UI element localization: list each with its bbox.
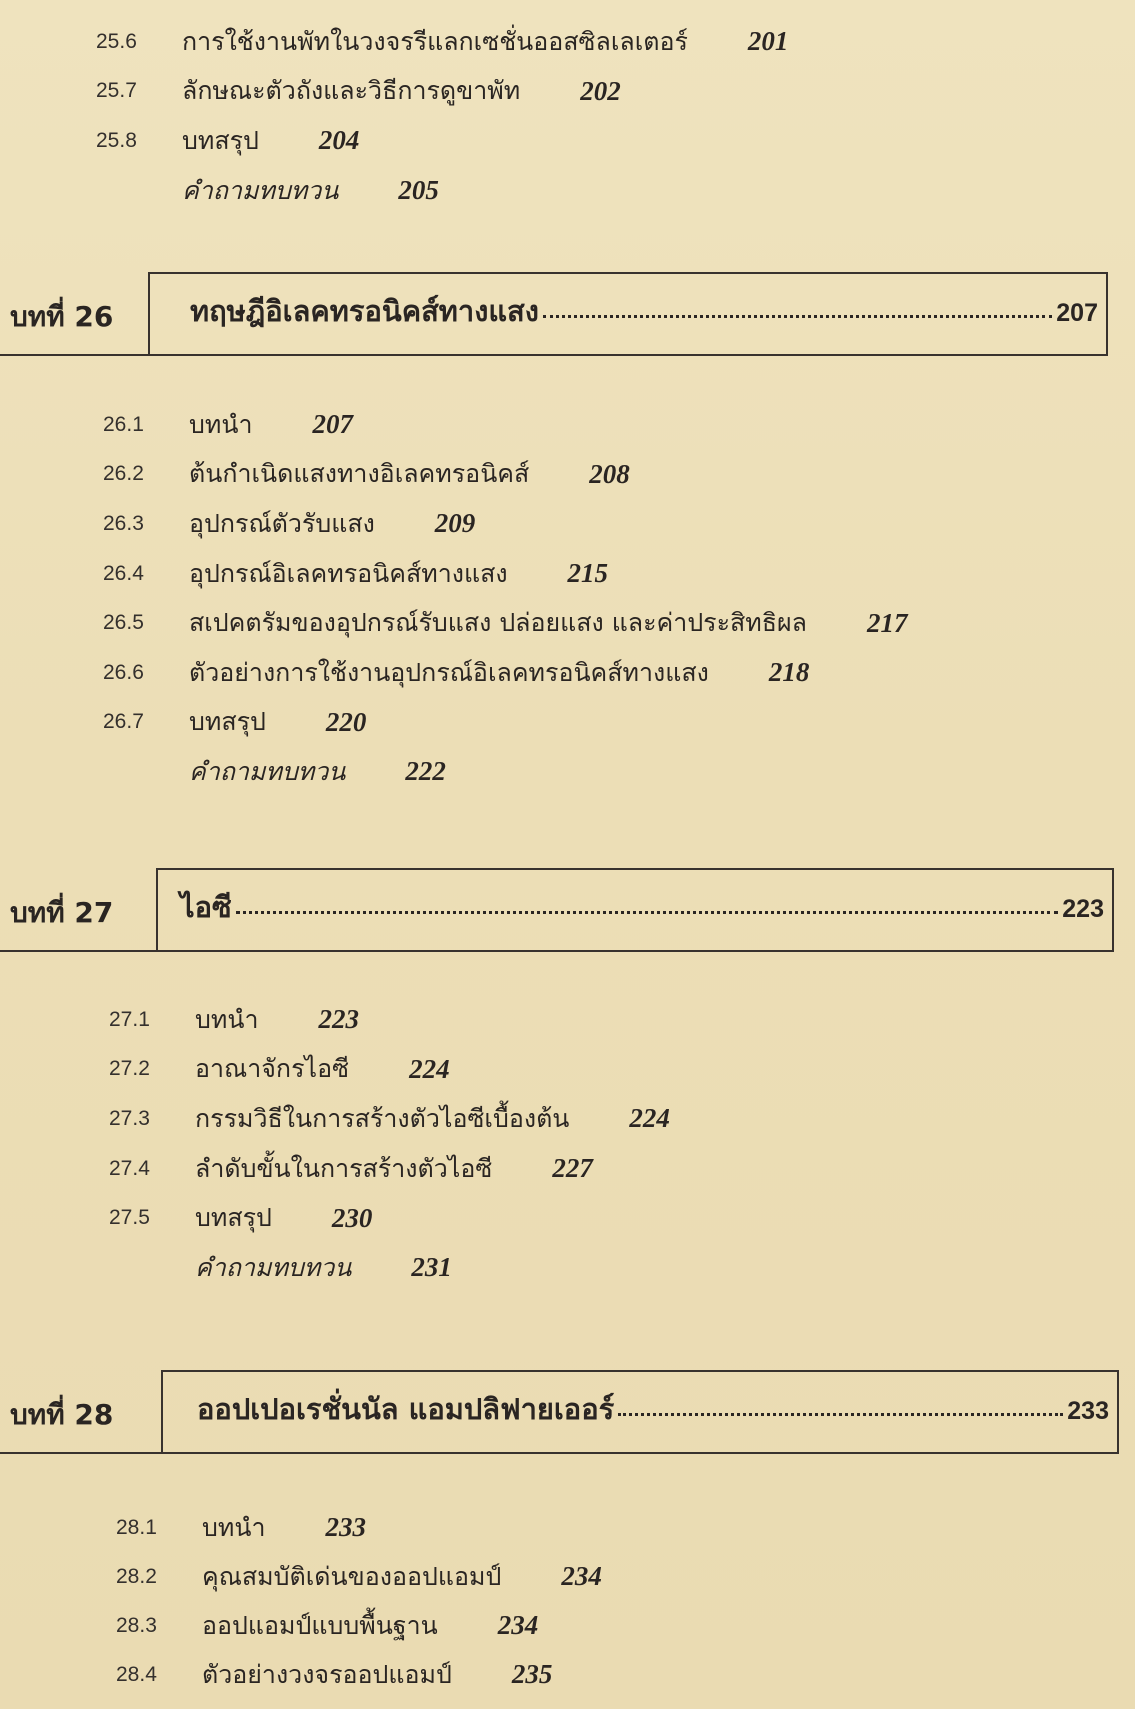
section-number: 26.7 <box>103 710 144 734</box>
section-title: ลักษณะตัวถังและวิธีการดูขาพัท <box>182 76 521 106</box>
section-number: 27.5 <box>109 1206 150 1230</box>
page-number: 208 <box>589 458 630 489</box>
toc-entry <box>103 698 908 748</box>
page-number: 202 <box>580 75 621 106</box>
section-title: สเปคตรัมของอุปกรณ์รับแสง ปล่อยแสง และค่าประสิทธิผล <box>189 608 808 638</box>
toc-entry <box>103 450 908 500</box>
section-number: 26.4 <box>103 561 144 585</box>
toc-review-entry <box>96 166 788 216</box>
toc-entry <box>96 67 788 117</box>
section-title: ตัวอย่างการใช้งานอุปกรณ์อิเลคทรอนิคส์ทางแสง <box>189 657 709 687</box>
chapter-title-box <box>148 272 1108 354</box>
toc-entry <box>96 17 788 67</box>
section-number: 28.1 <box>116 1515 157 1539</box>
section-title: บทนำ <box>195 1004 259 1034</box>
page-number: 233 <box>325 1512 366 1542</box>
toc-entry <box>116 1650 602 1699</box>
toc-entry <box>116 1601 602 1650</box>
page-number: 224 <box>409 1053 450 1084</box>
section-number: 27.1 <box>109 1007 150 1031</box>
page-number: 209 <box>434 508 476 539</box>
toc-entry <box>109 995 670 1045</box>
page-number: 218 <box>768 657 810 688</box>
section-number: 25.7 <box>96 79 137 103</box>
chapter-page-number: 233 <box>1067 1397 1109 1425</box>
section-number: 26.6 <box>103 660 144 684</box>
review-questions-title: คำถามทบทวน <box>195 1252 352 1282</box>
toc-entry <box>109 1094 670 1144</box>
section-title: อุปกรณ์ตัวรับแสง <box>189 508 375 538</box>
section-title: กรรมวิธีในการสร้างตัวไอซีเบื้องต้น <box>195 1103 570 1133</box>
page-number: 234 <box>561 1561 602 1591</box>
page-number: 223 <box>318 1004 359 1035</box>
section-title: ออปแอมป์แบบพื้นฐาน <box>202 1610 438 1640</box>
chapter-title-box <box>161 1370 1119 1452</box>
chapter-title: ไอซี <box>180 890 232 924</box>
page-number: 205 <box>398 175 439 206</box>
dot-leader <box>236 910 1059 914</box>
toc-section-26 <box>103 400 908 797</box>
dot-leader <box>543 314 1052 318</box>
section-number: 26.5 <box>103 611 144 635</box>
chapter-label: บทที่ 27 <box>10 896 114 929</box>
section-number: 27.3 <box>109 1106 150 1130</box>
chapter-header-26 <box>0 272 1108 356</box>
section-title: บทสรุป <box>182 125 259 155</box>
section-title: บทสรุป <box>195 1203 272 1233</box>
section-title: ลำดับขั้นในการสร้างตัวไอซี <box>195 1153 493 1183</box>
review-questions-title: คำถามทบทวน <box>182 175 339 205</box>
section-title: อาณาจักรไอซี <box>195 1054 350 1084</box>
toc-section-25 <box>96 17 788 215</box>
page-number: 230 <box>331 1202 373 1233</box>
dot-leader <box>618 1412 1063 1416</box>
section-title: ตัวอย่างวงจรออปแอมป์ <box>202 1659 452 1689</box>
toc-entry <box>96 116 788 166</box>
toc-entry <box>109 1045 670 1095</box>
toc-section-27 <box>109 995 670 1293</box>
page-number: 217 <box>867 607 908 638</box>
section-number: 27.4 <box>109 1156 150 1180</box>
section-title: บทนำ <box>189 409 253 439</box>
page-number: 215 <box>567 558 609 589</box>
page-number: 235 <box>511 1659 553 1689</box>
section-number: 27.2 <box>109 1057 150 1081</box>
section-title: การใช้งานพัทในวงจรรีแลกเซชั่นออสซิลเลเตอร์ <box>182 26 688 56</box>
toc-entry <box>109 1144 670 1194</box>
page-number: 220 <box>325 706 367 737</box>
toc-entry <box>103 598 908 648</box>
chapter-page-number: 223 <box>1062 895 1104 923</box>
page-number: 231 <box>411 1252 452 1283</box>
section-number: 26.2 <box>103 462 144 486</box>
page-number: 207 <box>312 409 353 440</box>
toc-review-entry <box>103 747 908 797</box>
toc-entry <box>103 648 908 698</box>
section-title: คุณสมบัติเด่นของออปแอมป์ <box>202 1561 502 1591</box>
toc-section-28 <box>116 1503 602 1699</box>
page-number: 204 <box>318 125 360 156</box>
section-title: บทสรุป <box>189 707 266 737</box>
section-number: 25.6 <box>96 29 137 53</box>
chapter-header-27 <box>0 868 1114 952</box>
toc-review-entry <box>109 1243 670 1293</box>
section-title: อุปกรณ์อิเลคทรอนิคส์ทางแสง <box>189 558 508 588</box>
chapter-page-number: 207 <box>1056 299 1098 327</box>
section-number: 28.4 <box>116 1662 157 1686</box>
section-number: 26.3 <box>103 511 144 535</box>
toc-entry <box>116 1552 602 1601</box>
chapter-title: ออปเปอเรชั่นนัล แอมปลิฟายเออร์ <box>197 1392 615 1426</box>
toc-entry <box>116 1503 602 1552</box>
toc-entry <box>103 549 908 599</box>
page-number: 234 <box>497 1610 539 1640</box>
page-number: 224 <box>629 1103 670 1134</box>
section-title: ต้นกำเนิดแสงทางอิเลคทรอนิคส์ <box>189 459 530 489</box>
chapter-label: บทที่ 28 <box>10 1398 114 1431</box>
toc-entry <box>103 400 908 450</box>
section-number: 28.2 <box>116 1564 157 1588</box>
section-number: 25.8 <box>96 128 137 152</box>
review-questions-title: คำถามทบทวน <box>189 756 346 786</box>
toc-entry <box>103 499 908 549</box>
chapter-title: ทฤษฎีอิเลคทรอนิคส์ทางแสง <box>190 294 539 328</box>
section-title: บทนำ <box>202 1512 266 1542</box>
toc-entry <box>109 1193 670 1243</box>
chapter-label: บทที่ 26 <box>10 300 114 333</box>
section-number: 28.3 <box>116 1613 157 1637</box>
chapter-header-28 <box>0 1370 1119 1454</box>
page-number: 227 <box>552 1153 593 1184</box>
section-number: 26.1 <box>103 412 144 436</box>
page-number: 222 <box>405 756 446 787</box>
chapter-title-box <box>156 868 1114 950</box>
page-number: 201 <box>747 26 789 57</box>
